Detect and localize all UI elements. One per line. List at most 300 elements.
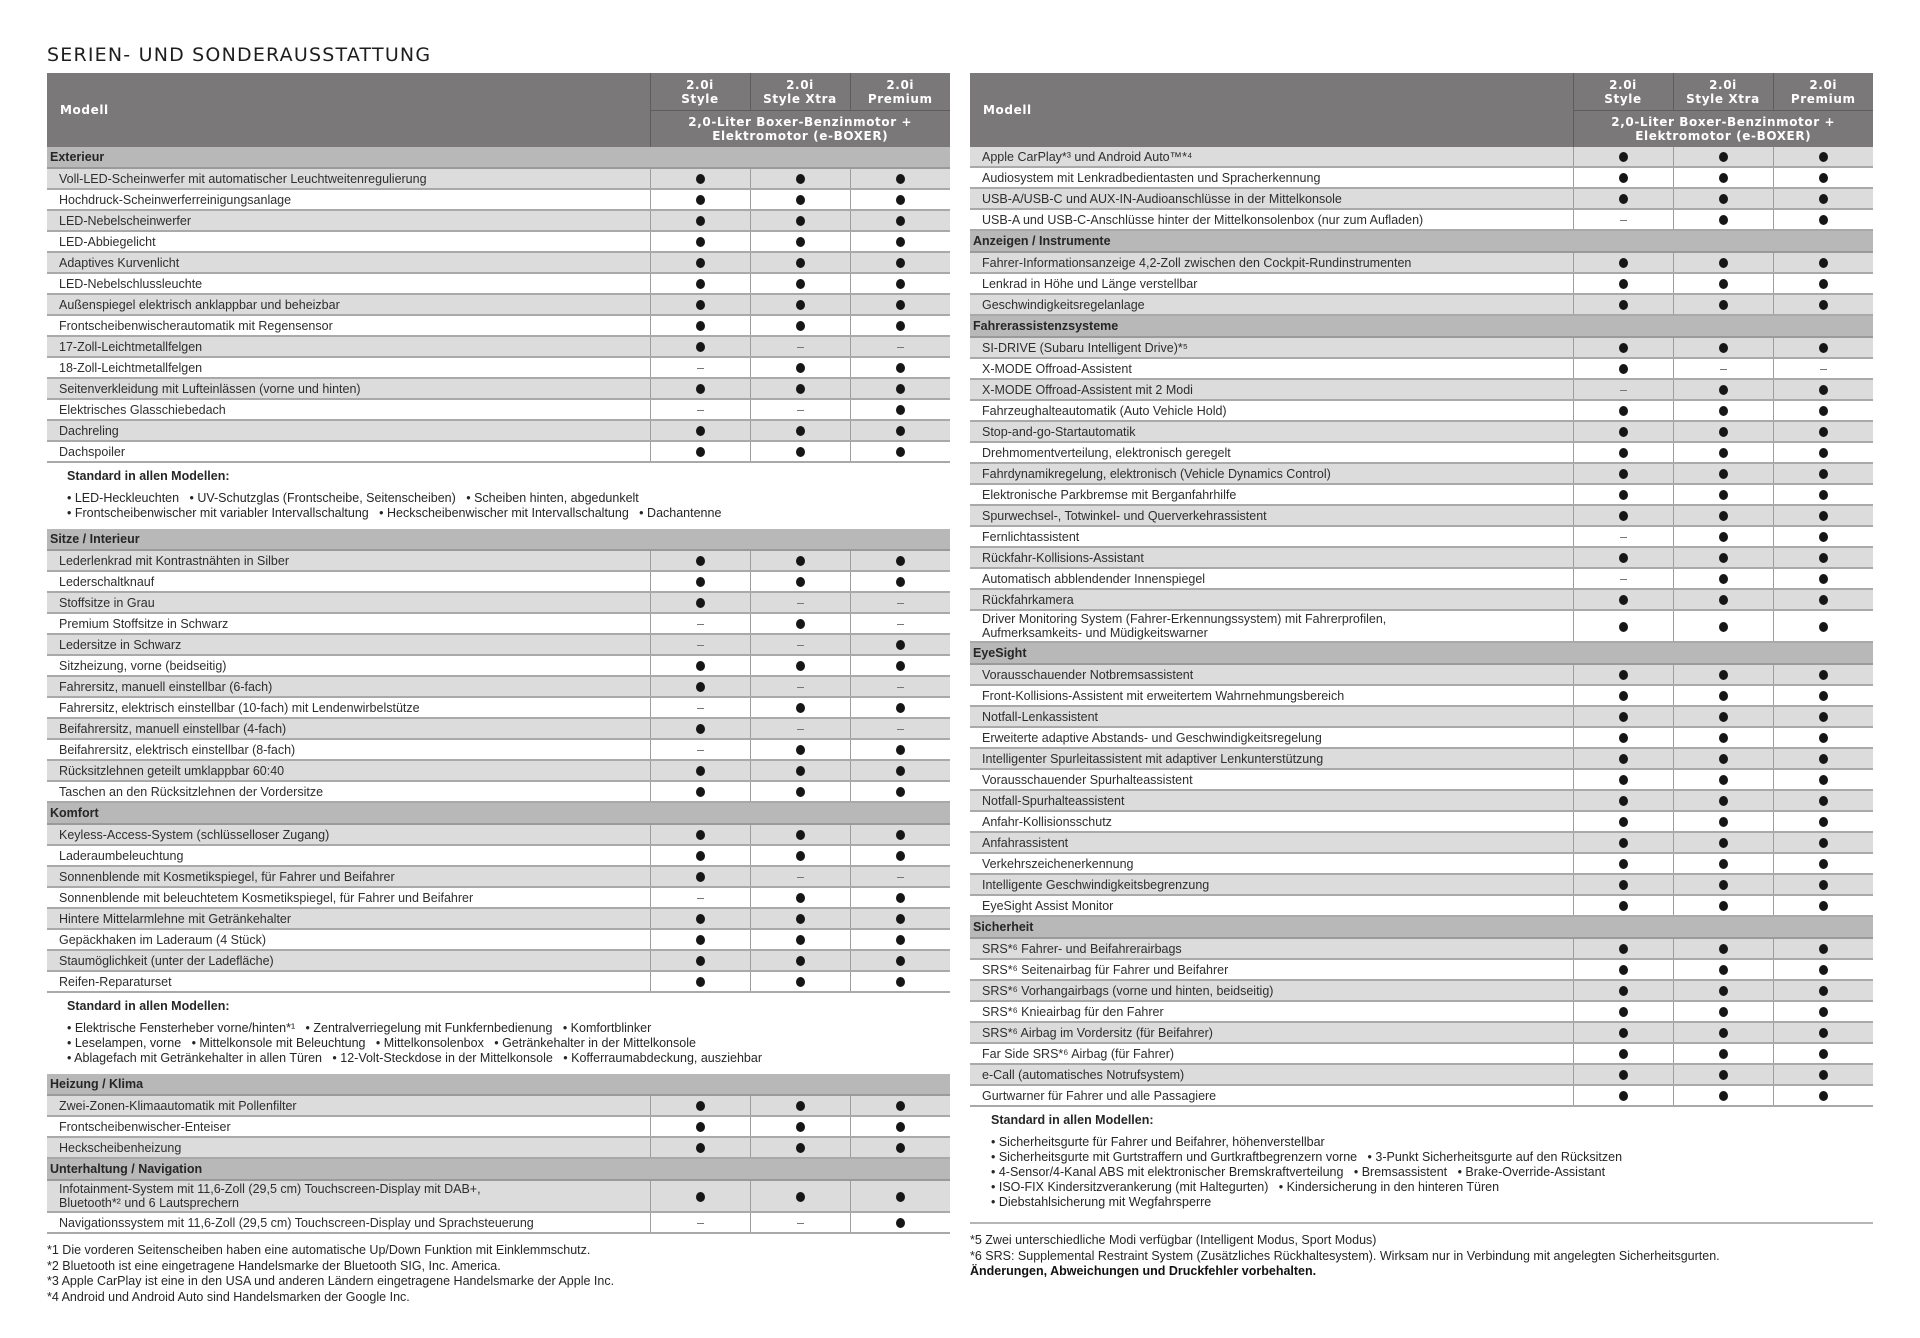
standard-dot-icon [1619, 448, 1628, 458]
standard-dot-icon [1619, 194, 1628, 204]
standard-dot-icon [1819, 258, 1828, 268]
availability-cell [1773, 463, 1873, 484]
standard-dot-icon [1819, 152, 1828, 162]
feature-name [970, 252, 1573, 273]
availability-cell [750, 971, 850, 992]
section-header [970, 230, 1873, 252]
feature-name [47, 273, 650, 294]
availability-cell [1573, 748, 1673, 769]
standard-dot-icon [1819, 511, 1828, 521]
feature-label: Gurtwarner für Fahrer und alle Passagiere [982, 1088, 1217, 1103]
feature-label: Rückfahr-Kollisions-Assistant [982, 550, 1144, 565]
not-available-dash-icon [697, 1223, 704, 1224]
feature-name [970, 421, 1573, 442]
standard-dot-icon [1719, 343, 1728, 353]
availability-cell [1573, 568, 1673, 589]
table-row [47, 273, 950, 294]
availability-cell [750, 676, 850, 697]
feature-name [970, 664, 1573, 685]
table-row [47, 441, 950, 462]
availability-cell [1573, 442, 1673, 463]
availability-cell [1773, 685, 1873, 706]
feature-label: Intelligente Geschwindigkeitsbegrenzung [982, 877, 1210, 892]
standard-dot-icon [1719, 385, 1728, 395]
feature-label: Hochdruck-Scheinwerferreinigungsanlage [59, 192, 292, 207]
availability-cell [650, 378, 750, 399]
standard-note-line: • ISO-FIX Kindersitzverankerung (mit Haltegurten) • Kindersicherung in den hinteren Türen [991, 1180, 1500, 1194]
availability-cell [1773, 1085, 1873, 1106]
availability-cell [1573, 832, 1673, 853]
table-row [47, 1095, 950, 1116]
availability-cell [750, 231, 850, 252]
feature-label: Driver Monitoring System (Fahrer-Erkennungssystem) mit Fahrerprofilen, [982, 612, 1387, 626]
standard-dot-icon [1819, 553, 1828, 563]
standard-dot-icon [796, 830, 805, 840]
table-row [47, 399, 950, 420]
availability-cell [1573, 547, 1673, 568]
availability-cell [1773, 421, 1873, 442]
standard-dot-icon [696, 384, 705, 394]
availability-cell [1773, 379, 1873, 400]
availability-cell [850, 634, 950, 655]
standard-dot-icon [896, 893, 905, 903]
table-row [970, 463, 1873, 484]
availability-cell [1573, 188, 1673, 209]
feature-name [970, 526, 1573, 547]
standard-dot-icon [896, 577, 905, 587]
standard-dot-icon [1619, 691, 1628, 701]
feature-label: Beifahrersitz, elektrisch einstellbar (8-fach) [59, 742, 296, 757]
standard-dot-icon [1619, 1028, 1628, 1038]
standard-dot-icon [1719, 859, 1728, 869]
feature-label: Laderaumbeleuchtung [59, 848, 184, 863]
feature-label: Heckscheibenheizung [59, 1140, 182, 1155]
availability-cell [1673, 484, 1773, 505]
not-available-dash-icon [1620, 579, 1627, 580]
table-row [47, 252, 950, 273]
standard-dot-icon [896, 258, 905, 268]
availability-cell [1773, 337, 1873, 358]
availability-cell [850, 315, 950, 336]
standard-dot-icon [1819, 622, 1828, 632]
feature-label: Spurwechsel-, Totwinkel- und Querverkehrassistent [982, 508, 1267, 523]
table-row [970, 769, 1873, 790]
table-row [970, 938, 1873, 959]
standard-dot-icon [896, 787, 905, 797]
availability-cell [1773, 547, 1873, 568]
standard-dot-icon [696, 321, 705, 331]
availability-cell [1773, 505, 1873, 526]
table-row [970, 706, 1873, 727]
table-row [970, 209, 1873, 230]
standard-dot-icon [1619, 986, 1628, 996]
availability-cell [1673, 664, 1773, 685]
availability-cell [1673, 294, 1773, 315]
standard-dot-icon [1619, 965, 1628, 975]
feature-name [970, 1064, 1573, 1085]
standard-dot-icon [1819, 574, 1828, 584]
standard-dot-icon [1719, 670, 1728, 680]
standard-dot-icon [1619, 1049, 1628, 1059]
availability-cell [1673, 938, 1773, 959]
feature-name [47, 441, 650, 462]
availability-cell [1773, 980, 1873, 1001]
standard-dot-icon [796, 851, 805, 861]
not-available-dash-icon [797, 877, 804, 878]
standard-dot-icon [696, 1101, 705, 1111]
equipment-table-segment [970, 147, 1873, 1107]
availability-cell [650, 908, 750, 929]
availability-cell [850, 571, 950, 592]
standard-dot-icon [1719, 1049, 1728, 1059]
availability-cell [1673, 147, 1773, 167]
not-available-dash-icon [897, 729, 904, 730]
availability-cell [1573, 209, 1673, 230]
availability-cell [1673, 463, 1773, 484]
standard-note-line: • 4-Sensor/4-Kanal ABS mit elektronischer Bremskraftverteilung • Bremsassistent • Brake-Override-Assistant [991, 1165, 1606, 1179]
standard-dot-icon [1619, 1007, 1628, 1017]
availability-cell [1673, 610, 1773, 642]
availability-cell [650, 1137, 750, 1158]
standard-dot-icon [1819, 1028, 1828, 1038]
table-row [47, 168, 950, 189]
availability-cell [1673, 421, 1773, 442]
table-row [47, 739, 950, 760]
standard-dot-icon [1719, 901, 1728, 911]
feature-name [970, 379, 1573, 400]
standard-dot-icon [1719, 796, 1728, 806]
availability-cell [1573, 685, 1673, 706]
standard-dot-icon [896, 703, 905, 713]
not-available-dash-icon [897, 347, 904, 348]
feature-label: 18-Zoll-Leichtmetallfelgen [59, 360, 203, 375]
availability-cell [1673, 568, 1773, 589]
feature-name [970, 463, 1573, 484]
availability-cell [1573, 706, 1673, 727]
table-row [47, 315, 950, 336]
standard-dot-icon [696, 195, 705, 205]
availability-cell [1573, 484, 1673, 505]
standard-dot-icon [1719, 406, 1728, 416]
availability-cell [650, 550, 750, 571]
feature-label: Lederlenkrad mit Kontrastnähten in Silber [59, 553, 289, 568]
availability-cell [850, 613, 950, 634]
feature-label: Stop-and-go-Startautomatik [982, 424, 1136, 439]
feature-name [970, 706, 1573, 727]
standard-dot-icon [1819, 194, 1828, 204]
availability-cell [750, 189, 850, 210]
table-row [970, 252, 1873, 273]
availability-cell [1573, 1043, 1673, 1064]
feature-label: Sonnenblende mit beleuchtetem Kosmetikspiegel, für Fahrer und Beifahrer [59, 890, 474, 905]
table-row [970, 1064, 1873, 1085]
section-title: Komfort [47, 802, 950, 824]
table-row [970, 294, 1873, 315]
feature-name [47, 866, 650, 887]
feature-label: Elektronische Parkbremse mit Berganfahrhilfe [982, 487, 1237, 502]
availability-cell [1573, 769, 1673, 790]
feature-label: Notfall-Lenkassistent [982, 709, 1099, 724]
feature-label: X-MODE Offroad-Assistent mit 2 Modi [982, 382, 1193, 397]
availability-cell [1773, 1022, 1873, 1043]
equipment-table-segment [47, 147, 950, 463]
right-spec-column [970, 73, 1873, 1280]
availability-cell [1773, 1001, 1873, 1022]
table-row [47, 231, 950, 252]
standard-dot-icon [1619, 1070, 1628, 1080]
availability-cell [1773, 294, 1873, 315]
availability-cell [650, 634, 750, 655]
not-available-dash-icon [1720, 369, 1727, 370]
feature-name [970, 442, 1573, 463]
standard-dot-icon [696, 914, 705, 924]
feature-label: Audiosystem mit Lenkradbedientasten und Spracherkennung [982, 170, 1321, 185]
standard-note-line: • Leselampen, vorne • Mittelkonsole mit Beleuchtung • Mittelkonsolenbox • Getränkehalter in der Mittelkonsole [67, 1036, 696, 1050]
standard-dot-icon [896, 977, 905, 987]
feature-name [970, 209, 1573, 230]
standard-dot-icon [1719, 754, 1728, 764]
availability-cell [1673, 959, 1773, 980]
standard-dot-icon [1719, 965, 1728, 975]
availability-cell [1573, 980, 1673, 1001]
availability-cell [850, 1212, 950, 1233]
feature-name [970, 273, 1573, 294]
feature-name [47, 1212, 650, 1233]
standard-dot-icon [1619, 427, 1628, 437]
feature-label: Anfahr-Kollisionsschutz [982, 814, 1112, 829]
section-title: EyeSight [970, 642, 1873, 664]
section-header [47, 529, 950, 550]
standard-dot-icon [896, 1218, 905, 1228]
standard-dot-icon [1719, 838, 1728, 848]
table-row [47, 1212, 950, 1233]
standard-note-line: • Diebstahlsicherung mit Wegfahrsperre [991, 1195, 1212, 1209]
availability-cell [750, 655, 850, 676]
feature-label: X-MODE Offroad-Assistent [982, 361, 1132, 376]
availability-cell [750, 550, 850, 571]
engine-header: 2,0-Liter Boxer-Benzinmotor + Elektromotor (e-BOXER) [650, 111, 950, 148]
availability-cell [750, 273, 850, 294]
table-row [47, 908, 950, 929]
feature-name [47, 294, 650, 315]
section-header [47, 147, 950, 168]
feature-name [970, 547, 1573, 568]
standard-dot-icon [796, 893, 805, 903]
availability-cell [1773, 664, 1873, 685]
section-title: Heizung / Klima [47, 1074, 950, 1095]
availability-cell [650, 613, 750, 634]
availability-cell [750, 845, 850, 866]
availability-cell [650, 845, 750, 866]
feature-label: EyeSight Assist Monitor [982, 898, 1114, 913]
table-row [970, 188, 1873, 209]
availability-cell [850, 866, 950, 887]
standard-dot-icon [1719, 944, 1728, 954]
standard-dot-icon [1619, 300, 1628, 310]
feature-label-line2: Bluetooth*² und 6 Lautsprechern [59, 1196, 239, 1210]
availability-cell [650, 252, 750, 273]
feature-label: Seitenverkleidung mit Lufteinlässen (vorne und hinten) [59, 381, 361, 396]
standard-dot-icon [1619, 279, 1628, 289]
table-row [47, 357, 950, 378]
table-row [47, 189, 950, 210]
standard-dot-icon [1619, 553, 1628, 563]
availability-cell [1773, 853, 1873, 874]
feature-name [47, 231, 650, 252]
availability-cell [850, 399, 950, 420]
section-header [970, 315, 1873, 337]
availability-cell [1573, 895, 1673, 916]
feature-name [970, 980, 1573, 1001]
footnote: *4 Android und Android Auto sind Handelsmarken der Google Inc. [47, 1289, 410, 1304]
standard-note-title: Standard in allen Modellen: [67, 999, 230, 1013]
availability-cell [1673, 769, 1773, 790]
feature-label: SRS*⁶ Airbag im Vordersitz (für Beifahrer) [982, 1025, 1213, 1040]
feature-label: SRS*⁶ Knieairbag für den Fahrer [982, 1004, 1164, 1019]
standard-dot-icon [1719, 469, 1728, 479]
standard-dot-icon [796, 426, 805, 436]
feature-name [970, 568, 1573, 589]
feature-name [970, 1043, 1573, 1064]
standard-dot-icon [696, 682, 705, 692]
availability-cell [750, 718, 850, 739]
availability-cell [1573, 463, 1673, 484]
availability-cell [650, 231, 750, 252]
availability-cell [650, 760, 750, 781]
section-title: Sicherheit [970, 916, 1873, 938]
availability-cell [1673, 853, 1773, 874]
feature-name [47, 718, 650, 739]
feature-name [47, 315, 650, 336]
table-row [47, 845, 950, 866]
standard-dot-icon [896, 935, 905, 945]
availability-cell [1573, 379, 1673, 400]
availability-cell [850, 1137, 950, 1158]
table-row [47, 824, 950, 845]
availability-cell [750, 929, 850, 950]
availability-cell [1673, 273, 1773, 294]
section-title: Exterieur [47, 147, 950, 168]
standard-dot-icon [1719, 1091, 1728, 1101]
standard-equipment-note [970, 1107, 1873, 1224]
table-row [47, 781, 950, 802]
standard-dot-icon [796, 703, 805, 713]
standard-dot-icon [696, 956, 705, 966]
availability-cell [1773, 273, 1873, 294]
feature-label: Notfall-Spurhalteassistent [982, 793, 1125, 808]
feature-name [47, 845, 650, 866]
feature-label: Sonnenblende mit Kosmetikspiegel, für Fahrer und Beifahrer [59, 869, 395, 884]
not-available-dash-icon [797, 1223, 804, 1224]
availability-cell [750, 357, 850, 378]
availability-cell [650, 655, 750, 676]
feature-label: LED-Abbiegelicht [59, 234, 156, 249]
feature-label: Stoffsitze in Grau [59, 595, 155, 610]
standard-dot-icon [896, 216, 905, 226]
standard-dot-icon [1819, 490, 1828, 500]
availability-cell [750, 739, 850, 760]
availability-cell [1773, 727, 1873, 748]
availability-cell [1573, 853, 1673, 874]
modell-header: Modell [970, 73, 1573, 147]
table-row [970, 790, 1873, 811]
table-row [47, 1180, 950, 1212]
feature-name [47, 168, 650, 189]
standard-dot-icon [1719, 300, 1728, 310]
availability-cell [850, 273, 950, 294]
standard-dot-icon [1719, 733, 1728, 743]
standard-dot-icon [1719, 574, 1728, 584]
section-title: Anzeigen / Instrumente [970, 230, 1873, 252]
availability-cell [850, 592, 950, 613]
availability-cell [650, 1212, 750, 1233]
availability-cell [750, 315, 850, 336]
standard-dot-icon [1719, 427, 1728, 437]
model-header-style: 2.0i Style [650, 73, 750, 111]
standard-dot-icon [696, 174, 705, 184]
table-row [970, 358, 1873, 379]
standard-dot-icon [796, 914, 805, 924]
table-row [47, 634, 950, 655]
standard-dot-icon [696, 1143, 705, 1153]
availability-cell [1673, 706, 1773, 727]
standard-dot-icon [696, 556, 705, 566]
table-row [47, 592, 950, 613]
table-row [970, 1043, 1873, 1064]
feature-name [970, 685, 1573, 706]
feature-name [970, 589, 1573, 610]
table-row [970, 1085, 1873, 1106]
availability-cell [1673, 167, 1773, 188]
section-header [47, 802, 950, 824]
availability-cell [1573, 727, 1673, 748]
availability-cell [1673, 1064, 1773, 1085]
standard-dot-icon [1819, 733, 1828, 743]
feature-name [47, 1180, 650, 1212]
section-title: Sitze / Interieur [47, 529, 950, 550]
availability-cell [650, 1180, 750, 1212]
feature-label: SRS*⁶ Fahrer- und Beifahrerairbags [982, 941, 1182, 956]
table-row [970, 505, 1873, 526]
table-row [47, 655, 950, 676]
standard-dot-icon [896, 661, 905, 671]
standard-dot-icon [1719, 511, 1728, 521]
feature-label: Hintere Mittelarmlehne mit Getränkehalter [59, 911, 292, 926]
feature-name [970, 832, 1573, 853]
footnote: *2 Bluetooth ist eine eingetragene Handelsmarke der Bluetooth SIG, Inc. America. [47, 1258, 501, 1273]
table-row [970, 610, 1873, 642]
feature-label: Front-Kollisions-Assistent mit erweitertem Wahrnehmungsbereich [982, 688, 1345, 703]
table-header-row [47, 73, 950, 111]
availability-cell [1773, 167, 1873, 188]
standard-dot-icon [896, 745, 905, 755]
standard-dot-icon [696, 1122, 705, 1132]
standard-dot-icon [1619, 1091, 1628, 1101]
availability-cell [1573, 252, 1673, 273]
availability-cell [850, 887, 950, 908]
feature-label: Reifen-Reparaturset [59, 974, 172, 989]
standard-dot-icon [1819, 796, 1828, 806]
table-row [970, 526, 1873, 547]
table-row [47, 887, 950, 908]
standard-dot-icon [1819, 300, 1828, 310]
feature-name [47, 634, 650, 655]
standard-dot-icon [1819, 670, 1828, 680]
standard-dot-icon [696, 787, 705, 797]
feature-label: Rücksitzlehnen geteilt umklappbar 60:40 [59, 763, 285, 778]
table-row [47, 571, 950, 592]
feature-label: Fahrer-Informationsanzeige 4,2-Zoll zwischen den Cockpit-Rundinstrumenten [982, 255, 1412, 270]
